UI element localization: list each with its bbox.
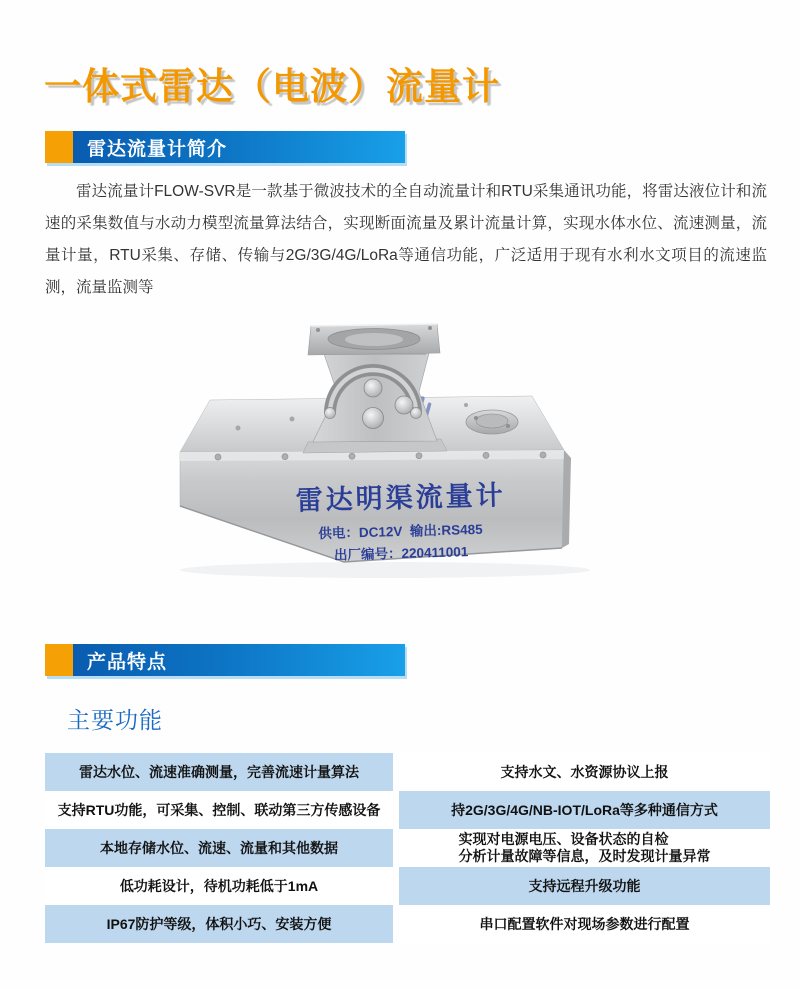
- device-power-label: 供电：DC12V 输出:RS485: [318, 521, 483, 542]
- subsection-title: 主要功能: [67, 707, 163, 733]
- device-top-cap: [466, 410, 518, 434]
- intro-paragraph: 雷达流量计FLOW-SVR是一款基于微波技术的全自动流量计和RTU采集通讯功能，将雷达液位计和流速的采集数值与水动力模型流量算法结合，实现断面流量及累计流量计算，实现水体水位、流速测量，流量计量，RTU采集、存储、传输与2G/3G/4G/LoRa等通信功能，广泛适用于现有水利水文项目的流速监测，流量监测等: [45, 183, 767, 296]
- section-header-features: [45, 644, 405, 676]
- feature-row: [45, 867, 770, 905]
- feature-row: [45, 753, 770, 791]
- device-photo: [160, 300, 640, 590]
- device-serial-label: 出厂编号：220411001: [333, 544, 469, 563]
- feature-table: [45, 753, 770, 943]
- feature-cell: [399, 829, 770, 867]
- feature-cell-line: 实现对电源电压、设备状态的自检: [458, 831, 669, 847]
- orange-marker: [45, 131, 73, 163]
- feature-cell: IP67防护等级，体积小巧、安装方便: [45, 905, 393, 943]
- feature-cell-line: 分析计量故障等信息，及时发现计量异常: [458, 848, 711, 864]
- orange-marker: [45, 644, 73, 676]
- feature-row: [45, 791, 770, 829]
- feature-row: [45, 829, 770, 867]
- device-name-label: 雷达明渠流量计: [295, 480, 507, 516]
- section-header-intro-bar: [73, 131, 405, 163]
- feature-cell: 低功耗设计，待机功耗低于1mA: [45, 867, 393, 905]
- feature-cell: 支持RTU功能，可采集、控制、联动第三方传感设备: [45, 791, 393, 829]
- feature-cell: 持2G/3G/4G/NB-IOT/LoRa等多种通信方式: [399, 791, 770, 829]
- feature-cell: 支持远程升级功能: [399, 867, 770, 905]
- section-header-features-bar: [73, 644, 405, 676]
- feature-cell: 雷达水位、流速准确测量，完善流速计量算法: [45, 753, 393, 791]
- feature-cell: 本地存储水位、流速、流量和其他数据: [45, 829, 393, 867]
- device-shadow: [180, 562, 590, 578]
- feature-cell: 串口配置软件对现场参数进行配置: [399, 905, 770, 943]
- feature-row: [45, 905, 770, 943]
- section-header-features-label: 产品特点: [87, 651, 168, 673]
- page-title: 一体式雷达（电波）流量计: [44, 66, 500, 107]
- section-header-intro-label: 雷达流量计简介: [87, 138, 228, 160]
- section-header-intro: [45, 131, 405, 163]
- feature-cell: 支持水文、水资源协议上报: [399, 753, 770, 791]
- device-antenna-box: [308, 324, 440, 355]
